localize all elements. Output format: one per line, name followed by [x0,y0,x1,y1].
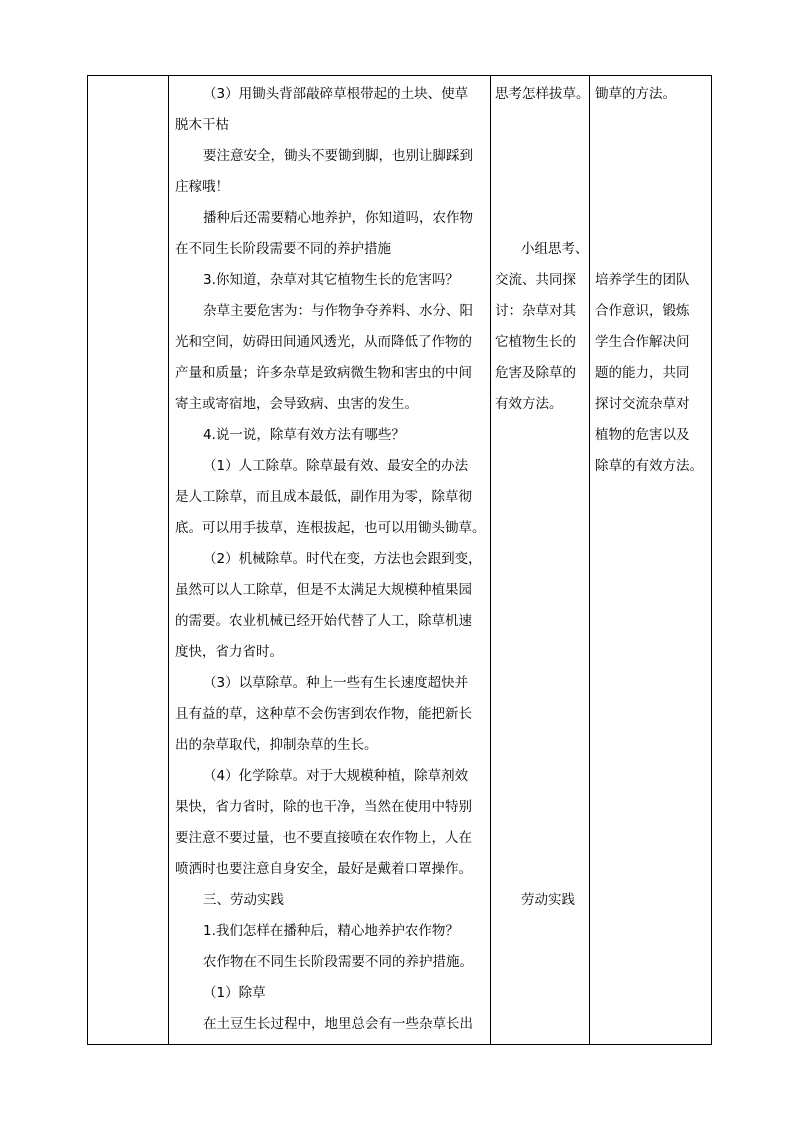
activity-line: 思考怎样拔草。 [495,86,590,102]
content-line: （3）用锄头背部敲碎草根带起的土块、使草 [203,86,469,102]
intent-line: 题的能力，共同 [595,365,690,381]
content-line: 的需要。农业机械已经开始代替了人工，除草机速 [175,613,472,629]
content-line: （2）机械除草。时代在变，方法也会跟到变， [203,551,482,567]
content-line: （1）除草 [203,985,266,1001]
content-line: （1）人工除草。除草最有效、最安全的办法 [203,458,469,474]
content-line: 是人工除草，而且成本最低，副作用为零，除草彻 [175,489,472,505]
lesson-plan-table [87,75,712,1045]
activity-line: 劳动实践 [521,892,575,908]
content-line: 虽然可以人工除草，但是不太满足大规模种植果园 [175,582,472,598]
content-line: 且有益的草，这种草不会伤害到农作物，能把新长 [175,706,472,722]
intent-line: 培养学生的团队 [595,272,690,288]
content-line: 庄稼哦！ [175,179,229,195]
content-line: （3）以草除草。种上一些有生长速度超快并 [203,675,469,691]
teaching-content-cell [169,76,491,1045]
content-line: 底。可以用手拔草，连根拔起，也可以用锄头锄草。 [175,520,486,536]
content-line: 播种后还需要精心地养护，你知道吗，农作物 [203,210,473,226]
content-line: 在不同生长阶段需要不同的养护措施 [175,241,391,257]
activity-line: 危害及除草的 [495,365,576,381]
activity-line: 交流、共同探 [495,272,576,288]
content-line: 在土豆生长过程中，地里总会有一些杂草长出 [203,1016,473,1032]
content-line: 产量和质量；许多杂草是致病微生物和害虫的中间 [175,365,472,381]
activity-line: 小组思考、 [521,241,589,257]
intent-line: 植物的危害以及 [595,427,690,443]
content-line: 果快，省力省时，除的也干净，当然在使用中特别 [175,799,472,815]
activity-line: 它植物生长的 [495,334,576,350]
intent-line: 锄草的方法。 [595,86,676,102]
content-line: 4.说一说，除草有效方法有哪些？ [203,427,405,443]
section-heading: 三、劳动实践 [203,892,284,908]
intent-line: 合作意识，锻炼 [595,303,690,319]
content-line: 寄主或寄宿地，会导致病、虫害的发生。 [175,396,418,412]
content-line: 杂草主要危害为：与作物争夺养料、水分、阳 [203,303,473,319]
design-intent-cell [590,76,712,1045]
content-line: 3.你知道，杂草对其它植物生长的危害吗？ [203,272,459,288]
content-line: 脱木干枯 [175,117,229,133]
activity-line: 有效方法。 [495,396,563,412]
content-line: 要注意不要过量，也不要直接喷在农作物上，人在 [175,830,472,846]
content-line: 农作物在不同生长阶段需要不同的养护措施。 [203,954,473,970]
intent-line: 学生合作解决问 [595,334,690,350]
student-activity-cell [491,76,590,1045]
content-line: 出的杂草取代，抑制杂草的生长。 [175,737,378,753]
content-line: 1.我们怎样在播种后，精心地养护农作物？ [203,923,459,939]
content-line: （4）化学除草。对于大规模种植，除草剂效 [203,768,469,784]
content-line: 要注意安全，锄头不要锄到脚，也别让脚踩到 [203,148,473,164]
stage-column-cell [88,76,169,1045]
content-line: 喷洒时也要注意自身安全，最好是戴着口罩操作。 [175,861,472,877]
content-line: 光和空间，妨碍田间通风透光，从而降低了作物的 [175,334,472,350]
intent-line: 除草的有效方法。 [595,458,703,474]
content-line: 度快，省力省时。 [175,644,283,660]
intent-line: 探讨交流杂草对 [595,396,690,412]
activity-line: 讨：杂草对其 [495,303,576,319]
